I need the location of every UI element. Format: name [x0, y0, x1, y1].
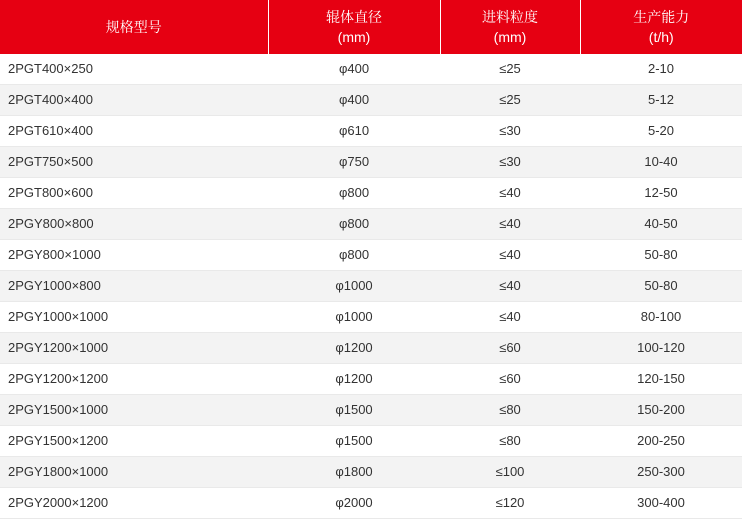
cell-feed-size: ≤30 — [440, 116, 580, 147]
table-row — [0, 488, 742, 519]
cell-feed-size: ≤40 — [440, 178, 580, 209]
cell-capacity: 200-250 — [580, 426, 742, 457]
cell-capacity: 100-120 — [580, 333, 742, 364]
table-header — [0, 0, 742, 54]
cell-roller-diameter: φ610 — [268, 116, 440, 147]
table-row — [0, 457, 742, 488]
cell-feed-size: ≤25 — [440, 85, 580, 116]
column-header-model — [0, 0, 268, 54]
table-row — [0, 426, 742, 457]
cell-feed-size: ≤60 — [440, 333, 580, 364]
table-row — [0, 302, 742, 333]
cell-model: 2PGY1000×800 — [0, 271, 268, 302]
cell-feed-size: ≤40 — [440, 302, 580, 333]
column-header-roller-diameter — [268, 0, 440, 54]
cell-capacity: 50-80 — [580, 271, 742, 302]
column-header-roller-diameter-line1: 辊体直径 — [326, 9, 382, 25]
cell-roller-diameter: φ1000 — [268, 271, 440, 302]
cell-roller-diameter: φ750 — [268, 147, 440, 178]
column-header-feed-size-line2: (mm) — [493, 29, 527, 45]
cell-model: 2PGY800×1000 — [0, 240, 268, 271]
cell-capacity: 150-200 — [580, 395, 742, 426]
cell-roller-diameter: φ1800 — [268, 457, 440, 488]
cell-capacity: 300-400 — [580, 488, 742, 519]
column-header-capacity-line1: 生产能力 — [633, 9, 690, 25]
cell-model: 2PGY1000×1000 — [0, 302, 268, 333]
table-row — [0, 271, 742, 302]
column-header-model-line1: 规格型号 — [105, 19, 162, 35]
cell-feed-size: ≤40 — [440, 271, 580, 302]
cell-model: 2PGT610×400 — [0, 116, 268, 147]
table-header-row — [0, 0, 742, 54]
cell-roller-diameter: φ400 — [268, 85, 440, 116]
cell-feed-size: ≤40 — [440, 240, 580, 271]
cell-roller-diameter: φ800 — [268, 209, 440, 240]
cell-model: 2PGT400×400 — [0, 85, 268, 116]
column-header-capacity — [580, 0, 742, 54]
column-header-capacity-line2: (t/h) — [648, 29, 674, 45]
cell-roller-diameter: φ1200 — [268, 364, 440, 395]
cell-roller-diameter: φ1000 — [268, 302, 440, 333]
column-header-roller-diameter-line2: (mm) — [337, 29, 371, 45]
cell-capacity: 12-50 — [580, 178, 742, 209]
cell-roller-diameter: φ1200 — [268, 333, 440, 364]
cell-feed-size: ≤60 — [440, 364, 580, 395]
cell-model: 2PGT750×500 — [0, 147, 268, 178]
cell-capacity: 120-150 — [580, 364, 742, 395]
cell-feed-size: ≤120 — [440, 488, 580, 519]
cell-model: 2PGT400×250 — [0, 54, 268, 85]
table-row — [0, 147, 742, 178]
cell-capacity: 250-300 — [580, 457, 742, 488]
table-body — [0, 54, 742, 519]
cell-roller-diameter: φ1500 — [268, 395, 440, 426]
table-row — [0, 364, 742, 395]
cell-model: 2PGY1200×1200 — [0, 364, 268, 395]
cell-feed-size: ≤30 — [440, 147, 580, 178]
cell-feed-size: ≤100 — [440, 457, 580, 488]
cell-feed-size: ≤40 — [440, 209, 580, 240]
cell-capacity: 5-20 — [580, 116, 742, 147]
cell-model: 2PGY1800×1000 — [0, 457, 268, 488]
cell-model: 2PGY1500×1000 — [0, 395, 268, 426]
cell-model: 2PGY800×800 — [0, 209, 268, 240]
cell-capacity: 5-12 — [580, 85, 742, 116]
column-header-feed-size — [440, 0, 580, 54]
cell-model: 2PGY1500×1200 — [0, 426, 268, 457]
cell-capacity: 40-50 — [580, 209, 742, 240]
cell-model: 2PGT800×600 — [0, 178, 268, 209]
table-row — [0, 116, 742, 147]
cell-feed-size: ≤80 — [440, 395, 580, 426]
cell-model: 2PGY2000×1200 — [0, 488, 268, 519]
table-row — [0, 178, 742, 209]
cell-capacity: 50-80 — [580, 240, 742, 271]
cell-capacity: 80-100 — [580, 302, 742, 333]
cell-feed-size: ≤80 — [440, 426, 580, 457]
cell-roller-diameter: φ800 — [268, 240, 440, 271]
table-row — [0, 209, 742, 240]
table-row — [0, 240, 742, 271]
table-row — [0, 54, 742, 85]
cell-roller-diameter: φ400 — [268, 54, 440, 85]
table-row — [0, 395, 742, 426]
table-row — [0, 85, 742, 116]
cell-feed-size: ≤25 — [440, 54, 580, 85]
cell-roller-diameter: φ2000 — [268, 488, 440, 519]
cell-model: 2PGY1200×1000 — [0, 333, 268, 364]
column-header-feed-size-line1: 进料粒度 — [482, 9, 538, 25]
cell-capacity: 10-40 — [580, 147, 742, 178]
cell-capacity: 2-10 — [580, 54, 742, 85]
table-row — [0, 333, 742, 364]
cell-roller-diameter: φ800 — [268, 178, 440, 209]
cell-roller-diameter: φ1500 — [268, 426, 440, 457]
